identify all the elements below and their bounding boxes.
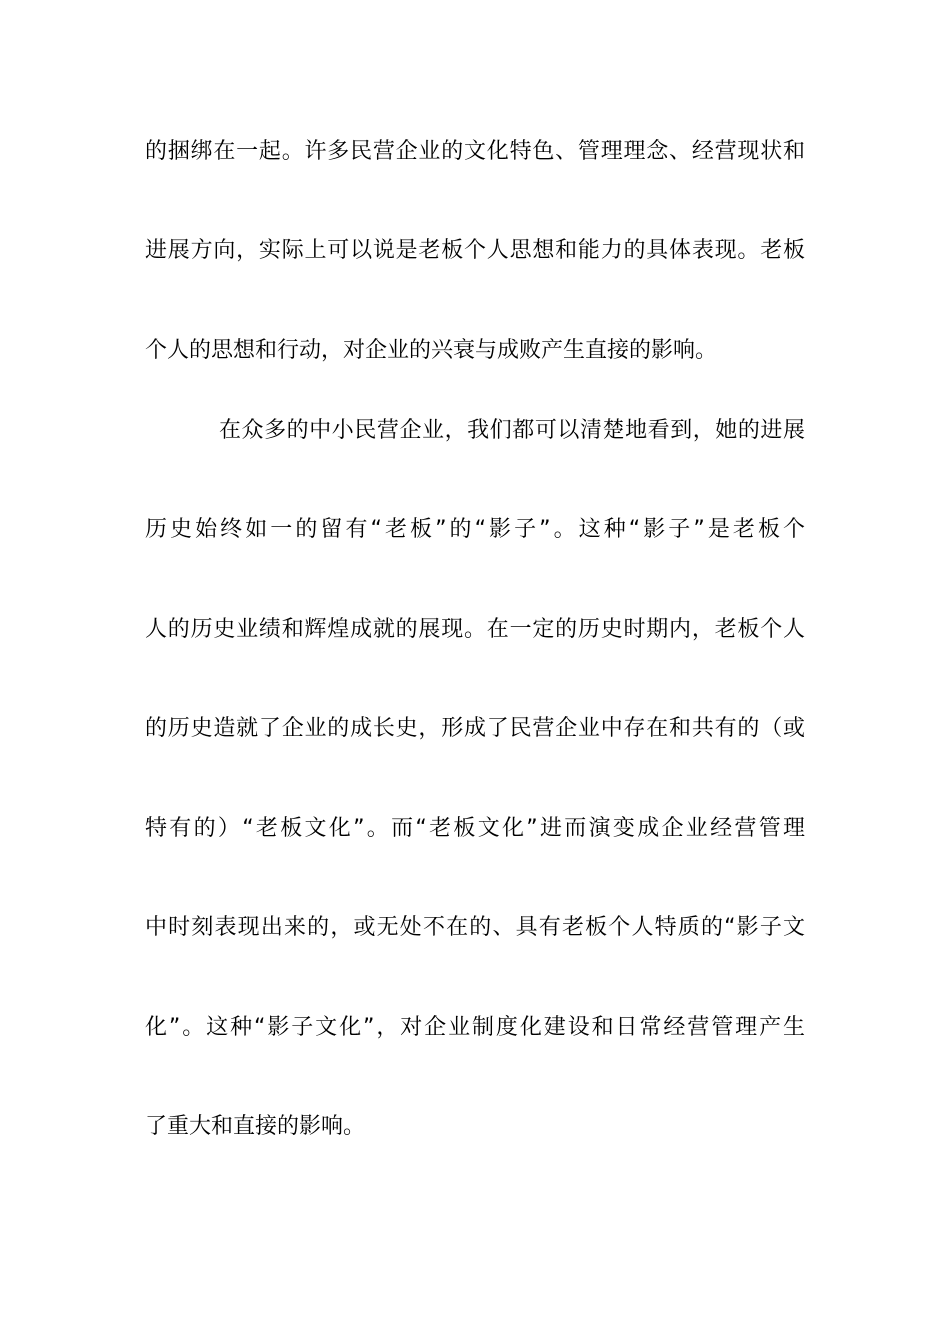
text-line: 进展方向，实际上可以说是老板个人思想和能力的具体表现。老板 bbox=[145, 238, 805, 263]
text-line: 的历史造就了企业的成长史，形成了民营企业中存在和共有的（或 bbox=[145, 716, 805, 741]
text-line: 历史始终如一的留有“老板”的“影子”。这种“影子”是老板个 bbox=[145, 517, 805, 542]
text-line: 个人的思想和行动，对企业的兴衰与成败产生直接的影响。 bbox=[145, 338, 718, 363]
text-line: 了重大和直接的影响。 bbox=[145, 1114, 366, 1139]
text-line: 在众多的中小民营企业，我们都可以清楚地看到，她的进展 bbox=[219, 418, 805, 443]
text-line: 中时刻表现出来的，或无处不在的、具有老板个人特质的“影子文 bbox=[145, 915, 805, 940]
text-line: 特有的）“老板文化”。而“老板文化”进而演变成企业经营管理 bbox=[145, 816, 805, 841]
text-line: 人的历史业绩和辉煌成就的展现。在一定的历史时期内，老板个人 bbox=[145, 617, 805, 642]
text-line: 化”。这种“影子文化”，对企业制度化建设和日常经营管理产生 bbox=[145, 1015, 805, 1040]
text-line: 的捆绑在一起。许多民营企业的文化特色、管理理念、经营现状和 bbox=[145, 139, 805, 164]
